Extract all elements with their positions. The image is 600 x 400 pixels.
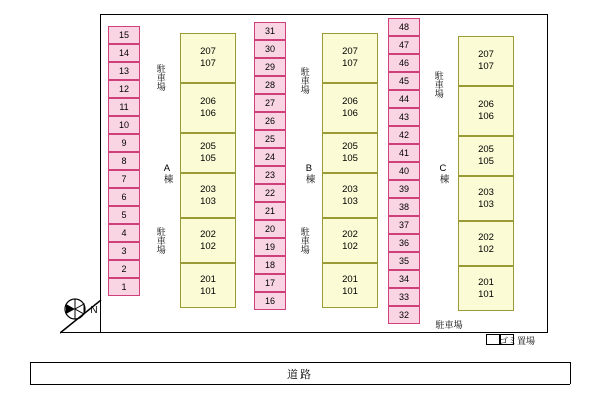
parking-label-b-upper <box>288 58 310 106</box>
parking-stall[interactable]: 34 <box>388 270 420 288</box>
unit-block[interactable] <box>322 133 378 173</box>
parking-stall[interactable]: 35 <box>388 252 420 270</box>
unit-upper-number: 207 <box>342 46 358 58</box>
parking-stall[interactable]: 5 <box>108 206 140 224</box>
unit-lower-number: 101 <box>478 288 494 300</box>
unit-block[interactable] <box>180 173 236 218</box>
parking-stall[interactable]: 30 <box>254 40 286 58</box>
road-left-edge <box>30 362 31 384</box>
unit-lower-number: 102 <box>342 240 358 252</box>
unit-upper-number: 201 <box>200 273 216 285</box>
unit-upper-number: 206 <box>478 99 494 111</box>
parking-label-text: 駐車場 <box>299 67 310 95</box>
site-boundary-lower <box>60 332 548 333</box>
unit-upper-number: 206 <box>200 96 216 108</box>
parking-stall[interactable]: 26 <box>254 112 286 130</box>
parking-label-a-lower <box>144 218 166 266</box>
unit-upper-number: 205 <box>342 141 358 153</box>
parking-stall[interactable]: 48 <box>388 18 420 36</box>
parking-stall[interactable]: 9 <box>108 134 140 152</box>
unit-block[interactable] <box>180 83 236 133</box>
parking-stall[interactable]: 21 <box>254 202 286 220</box>
unit-upper-number: 202 <box>478 231 494 243</box>
parking-stall[interactable]: 3 <box>108 242 140 260</box>
parking-stall[interactable]: 25 <box>254 130 286 148</box>
parking-stall[interactable]: 19 <box>254 238 286 256</box>
parking-stall[interactable]: 32 <box>388 306 420 324</box>
parking-stall[interactable]: 7 <box>108 170 140 188</box>
unit-lower-number: 102 <box>200 240 216 252</box>
parking-stall[interactable]: 23 <box>254 166 286 184</box>
unit-upper-number: 207 <box>200 46 216 58</box>
building-name-b <box>300 163 316 187</box>
unit-lower-number: 103 <box>478 198 494 210</box>
parking-stall[interactable]: 10 <box>108 116 140 134</box>
parking-stall[interactable]: 15 <box>108 26 140 44</box>
parking-stall[interactable]: 31 <box>254 22 286 40</box>
unit-block[interactable] <box>458 221 514 266</box>
site-boundary-left-edge <box>100 14 101 302</box>
building-name-a-label: A棟 <box>161 163 173 184</box>
parking-stall[interactable]: 44 <box>388 90 420 108</box>
road-label: 道路 <box>287 369 313 381</box>
unit-lower-number: 107 <box>342 58 358 69</box>
parking-stall[interactable]: 29 <box>254 58 286 76</box>
parking-label-text: 駐車場 <box>155 64 166 92</box>
unit-lower-number: 105 <box>342 153 358 164</box>
unit-lower-number: 101 <box>200 285 216 297</box>
parking-stall[interactable]: 14 <box>108 44 140 62</box>
unit-block[interactable] <box>322 218 378 263</box>
parking-stall[interactable]: 43 <box>388 108 420 126</box>
parking-stall[interactable]: 1 <box>108 278 140 296</box>
unit-lower-number: 105 <box>200 153 216 164</box>
parking-stall[interactable]: 13 <box>108 62 140 80</box>
unit-upper-number: 205 <box>478 144 494 156</box>
unit-block[interactable] <box>180 263 236 308</box>
unit-block[interactable] <box>322 33 378 83</box>
parking-stall[interactable]: 36 <box>388 234 420 252</box>
parking-stall[interactable]: 41 <box>388 144 420 162</box>
unit-block[interactable] <box>322 263 378 308</box>
unit-lower-number: 106 <box>342 108 358 119</box>
parking-stall[interactable]: 28 <box>254 76 286 94</box>
parking-stall[interactable]: 45 <box>388 72 420 90</box>
parking-stall[interactable]: 20 <box>254 220 286 238</box>
parking-label-b-lower <box>288 218 310 266</box>
unit-upper-number: 205 <box>200 141 216 153</box>
parking-stall[interactable]: 16 <box>254 292 286 310</box>
unit-block[interactable] <box>180 133 236 173</box>
parking-stall[interactable]: 27 <box>254 94 286 112</box>
road-bottom-line <box>30 384 570 385</box>
unit-lower-number: 107 <box>200 58 216 69</box>
unit-block[interactable] <box>458 136 514 176</box>
parking-label-c-upper <box>422 62 444 110</box>
building-name-c-label: C棟 <box>437 163 449 184</box>
unit-lower-number: 101 <box>342 285 358 297</box>
parking-stall[interactable]: 6 <box>108 188 140 206</box>
parking-stall[interactable]: 33 <box>388 288 420 306</box>
parking-label-a-upper <box>144 55 166 103</box>
building-name-a <box>158 163 174 187</box>
unit-block[interactable] <box>180 218 236 263</box>
building-name-b-label: B棟 <box>303 163 315 184</box>
unit-lower-number: 107 <box>478 61 494 72</box>
parking-stall[interactable]: 47 <box>388 36 420 54</box>
parking-stall[interactable]: 39 <box>388 180 420 198</box>
trash-area-label: ゴミ置場 <box>498 336 535 346</box>
parking-stall[interactable]: 37 <box>388 216 420 234</box>
unit-upper-number: 202 <box>342 228 358 240</box>
unit-block[interactable] <box>458 266 514 311</box>
road-top-left-segment <box>30 362 570 363</box>
unit-upper-number: 206 <box>342 96 358 108</box>
parking-label-text: 駐車場 <box>299 227 310 255</box>
parking-stall[interactable]: 18 <box>254 256 286 274</box>
parking-stall[interactable]: 42 <box>388 126 420 144</box>
compass-label: N <box>90 305 98 316</box>
unit-block[interactable] <box>180 33 236 83</box>
parking-stall[interactable]: 22 <box>254 184 286 202</box>
road-right-edge <box>570 362 571 384</box>
unit-upper-number: 203 <box>478 186 494 198</box>
parking-stall[interactable]: 11 <box>108 98 140 116</box>
parking-label-text: 駐車場 <box>155 227 166 255</box>
unit-lower-number: 103 <box>200 195 216 207</box>
parking-stall[interactable]: 46 <box>388 54 420 72</box>
unit-lower-number: 106 <box>200 108 216 119</box>
unit-upper-number: 201 <box>478 276 494 288</box>
unit-upper-number: 207 <box>478 49 494 61</box>
unit-lower-number: 105 <box>478 156 494 167</box>
parking-stall[interactable]: 17 <box>254 274 286 292</box>
parking-stall[interactable]: 4 <box>108 224 140 242</box>
unit-block[interactable] <box>322 173 378 218</box>
unit-lower-number: 106 <box>478 111 494 122</box>
unit-upper-number: 203 <box>342 183 358 195</box>
parking-stall[interactable]: 24 <box>254 148 286 166</box>
building-name-c <box>434 163 450 187</box>
unit-block[interactable] <box>322 83 378 133</box>
unit-lower-number: 102 <box>478 243 494 255</box>
parking-stall[interactable]: 40 <box>388 162 420 180</box>
parking-label-text: 駐車場 <box>435 320 463 331</box>
parking-stall[interactable]: 8 <box>108 152 140 170</box>
parking-label-c-lower <box>414 312 474 340</box>
parking-stall[interactable]: 12 <box>108 80 140 98</box>
unit-upper-number: 203 <box>200 183 216 195</box>
parking-stall[interactable]: 2 <box>108 260 140 278</box>
unit-upper-number: 201 <box>342 273 358 285</box>
unit-upper-number: 202 <box>200 228 216 240</box>
unit-lower-number: 103 <box>342 195 358 207</box>
unit-block[interactable] <box>458 36 514 86</box>
unit-block[interactable] <box>458 176 514 221</box>
unit-block[interactable] <box>458 86 514 136</box>
parking-stall[interactable]: 38 <box>388 198 420 216</box>
parking-label-text: 駐車場 <box>433 71 444 99</box>
